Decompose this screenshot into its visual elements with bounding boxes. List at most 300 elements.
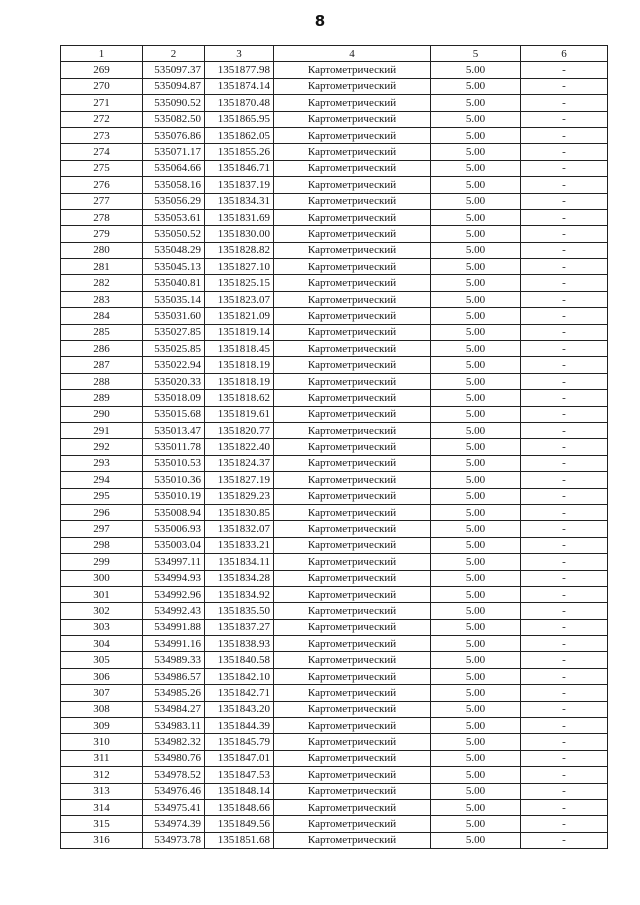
- table-row: [61, 652, 608, 668]
- point-number-cell: 295: [61, 488, 143, 504]
- accuracy-cell: 5.00: [431, 308, 521, 324]
- method-cell: Картометрический: [274, 783, 431, 799]
- description-cell: -: [521, 685, 608, 701]
- description-cell: -: [521, 78, 608, 94]
- point-number-cell: 272: [61, 111, 143, 127]
- accuracy-cell: 5.00: [431, 291, 521, 307]
- description-cell: -: [521, 734, 608, 750]
- point-number-cell: 294: [61, 472, 143, 488]
- description-cell: -: [521, 816, 608, 832]
- table-row: [61, 357, 608, 373]
- x-coordinate-cell: 535031.60: [143, 308, 205, 324]
- description-cell: -: [521, 619, 608, 635]
- description-cell: -: [521, 259, 608, 275]
- description-cell: -: [521, 406, 608, 422]
- y-coordinate-cell: 1351834.92: [205, 586, 274, 602]
- table-header: [61, 46, 608, 62]
- accuracy-cell: 5.00: [431, 439, 521, 455]
- method-cell: Картометрический: [274, 357, 431, 373]
- y-coordinate-cell: 1351851.68: [205, 832, 274, 848]
- method-cell: Картометрический: [274, 242, 431, 258]
- method-cell: Картометрический: [274, 422, 431, 438]
- accuracy-cell: 5.00: [431, 636, 521, 652]
- method-cell: Картометрический: [274, 291, 431, 307]
- table-row: [61, 439, 608, 455]
- table-row: [61, 422, 608, 438]
- point-number-cell: 285: [61, 324, 143, 340]
- point-number-cell: 279: [61, 226, 143, 242]
- table-row: [61, 603, 608, 619]
- accuracy-cell: 5.00: [431, 537, 521, 553]
- method-cell: Картометрический: [274, 226, 431, 242]
- y-coordinate-cell: 1351838.93: [205, 636, 274, 652]
- method-cell: Картометрический: [274, 177, 431, 193]
- x-coordinate-cell: 535048.29: [143, 242, 205, 258]
- y-coordinate-cell: 1351831.69: [205, 209, 274, 225]
- y-coordinate-cell: 1351848.66: [205, 799, 274, 815]
- accuracy-cell: 5.00: [431, 357, 521, 373]
- method-cell: Картометрический: [274, 390, 431, 406]
- point-number-cell: 307: [61, 685, 143, 701]
- table-row: [61, 619, 608, 635]
- description-cell: -: [521, 111, 608, 127]
- method-cell: Картометрический: [274, 488, 431, 504]
- x-coordinate-cell: 535025.85: [143, 341, 205, 357]
- method-cell: Картометрический: [274, 767, 431, 783]
- point-number-cell: 314: [61, 799, 143, 815]
- accuracy-cell: 5.00: [431, 799, 521, 815]
- table-row: [61, 95, 608, 111]
- method-cell: Картометрический: [274, 734, 431, 750]
- x-coordinate-cell: 534980.76: [143, 750, 205, 766]
- accuracy-cell: 5.00: [431, 832, 521, 848]
- description-cell: -: [521, 537, 608, 553]
- coordinates-table: [60, 45, 608, 849]
- point-number-cell: 316: [61, 832, 143, 848]
- method-cell: Картометрический: [274, 816, 431, 832]
- accuracy-cell: 5.00: [431, 160, 521, 176]
- point-number-cell: 276: [61, 177, 143, 193]
- method-cell: Картометрический: [274, 439, 431, 455]
- accuracy-cell: 5.00: [431, 406, 521, 422]
- point-number-cell: 280: [61, 242, 143, 258]
- method-cell: Картометрический: [274, 619, 431, 635]
- point-number-cell: 313: [61, 783, 143, 799]
- method-cell: Картометрический: [274, 455, 431, 471]
- description-cell: -: [521, 390, 608, 406]
- accuracy-cell: 5.00: [431, 521, 521, 537]
- description-cell: -: [521, 144, 608, 160]
- point-number-cell: 309: [61, 718, 143, 734]
- accuracy-cell: 5.00: [431, 816, 521, 832]
- x-coordinate-cell: 535010.19: [143, 488, 205, 504]
- description-cell: -: [521, 636, 608, 652]
- accuracy-cell: 5.00: [431, 242, 521, 258]
- method-cell: Картометрический: [274, 160, 431, 176]
- table-row: [61, 144, 608, 160]
- table-row: [61, 701, 608, 717]
- x-coordinate-cell: 534973.78: [143, 832, 205, 848]
- y-coordinate-cell: 1351828.82: [205, 242, 274, 258]
- method-cell: Картометрический: [274, 324, 431, 340]
- method-cell: Картометрический: [274, 127, 431, 143]
- table-row: [61, 111, 608, 127]
- point-number-cell: 303: [61, 619, 143, 635]
- x-coordinate-cell: 534997.11: [143, 554, 205, 570]
- column-header-1: 1: [61, 46, 143, 62]
- x-coordinate-cell: 534989.33: [143, 652, 205, 668]
- description-cell: -: [521, 455, 608, 471]
- table-row: [61, 816, 608, 832]
- header-row: [61, 46, 608, 62]
- y-coordinate-cell: 1351847.01: [205, 750, 274, 766]
- table-row: [61, 636, 608, 652]
- description-cell: -: [521, 127, 608, 143]
- point-number-cell: 308: [61, 701, 143, 717]
- accuracy-cell: 5.00: [431, 701, 521, 717]
- point-number-cell: 292: [61, 439, 143, 455]
- point-number-cell: 312: [61, 767, 143, 783]
- y-coordinate-cell: 1351832.07: [205, 521, 274, 537]
- point-number-cell: 298: [61, 537, 143, 553]
- table-row: [61, 586, 608, 602]
- method-cell: Картометрический: [274, 668, 431, 684]
- description-cell: -: [521, 701, 608, 717]
- point-number-cell: 271: [61, 95, 143, 111]
- accuracy-cell: 5.00: [431, 177, 521, 193]
- method-cell: Картометрический: [274, 62, 431, 78]
- accuracy-cell: 5.00: [431, 455, 521, 471]
- description-cell: -: [521, 783, 608, 799]
- x-coordinate-cell: 534985.26: [143, 685, 205, 701]
- table-row: [61, 259, 608, 275]
- accuracy-cell: 5.00: [431, 324, 521, 340]
- table-row: [61, 193, 608, 209]
- y-coordinate-cell: 1351824.37: [205, 455, 274, 471]
- table-row: [61, 537, 608, 553]
- accuracy-cell: 5.00: [431, 127, 521, 143]
- description-cell: -: [521, 373, 608, 389]
- table-row: [61, 718, 608, 734]
- description-cell: -: [521, 767, 608, 783]
- x-coordinate-cell: 534983.11: [143, 718, 205, 734]
- description-cell: -: [521, 488, 608, 504]
- table-body: [61, 62, 608, 849]
- accuracy-cell: 5.00: [431, 341, 521, 357]
- x-coordinate-cell: 535020.33: [143, 373, 205, 389]
- x-coordinate-cell: 534992.43: [143, 603, 205, 619]
- description-cell: -: [521, 242, 608, 258]
- method-cell: Картометрический: [274, 78, 431, 94]
- description-cell: -: [521, 799, 608, 815]
- x-coordinate-cell: 535082.50: [143, 111, 205, 127]
- method-cell: Картометрический: [274, 799, 431, 815]
- y-coordinate-cell: 1351870.48: [205, 95, 274, 111]
- accuracy-cell: 5.00: [431, 259, 521, 275]
- point-number-cell: 291: [61, 422, 143, 438]
- point-number-cell: 290: [61, 406, 143, 422]
- page-number: 8: [314, 12, 326, 30]
- x-coordinate-cell: 535015.68: [143, 406, 205, 422]
- y-coordinate-cell: 1351847.53: [205, 767, 274, 783]
- description-cell: -: [521, 209, 608, 225]
- accuracy-cell: 5.00: [431, 619, 521, 635]
- y-coordinate-cell: 1351827.10: [205, 259, 274, 275]
- x-coordinate-cell: 534982.32: [143, 734, 205, 750]
- table-row: [61, 160, 608, 176]
- point-number-cell: 315: [61, 816, 143, 832]
- method-cell: Картометрический: [274, 275, 431, 291]
- description-cell: -: [521, 718, 608, 734]
- y-coordinate-cell: 1351819.14: [205, 324, 274, 340]
- x-coordinate-cell: 535050.52: [143, 226, 205, 242]
- description-cell: -: [521, 439, 608, 455]
- description-cell: -: [521, 603, 608, 619]
- table-row: [61, 341, 608, 357]
- table-row: [61, 226, 608, 242]
- method-cell: Картометрический: [274, 193, 431, 209]
- accuracy-cell: 5.00: [431, 750, 521, 766]
- x-coordinate-cell: 534991.16: [143, 636, 205, 652]
- y-coordinate-cell: 1351848.14: [205, 783, 274, 799]
- method-cell: Картометрический: [274, 95, 431, 111]
- point-number-cell: 288: [61, 373, 143, 389]
- point-number-cell: 301: [61, 586, 143, 602]
- point-number-cell: 277: [61, 193, 143, 209]
- y-coordinate-cell: 1351830.85: [205, 504, 274, 520]
- accuracy-cell: 5.00: [431, 767, 521, 783]
- x-coordinate-cell: 535090.52: [143, 95, 205, 111]
- x-coordinate-cell: 535076.86: [143, 127, 205, 143]
- y-coordinate-cell: 1351820.77: [205, 422, 274, 438]
- x-coordinate-cell: 534976.46: [143, 783, 205, 799]
- accuracy-cell: 5.00: [431, 504, 521, 520]
- point-number-cell: 283: [61, 291, 143, 307]
- column-header-5: 5: [431, 46, 521, 62]
- y-coordinate-cell: 1351874.14: [205, 78, 274, 94]
- y-coordinate-cell: 1351846.71: [205, 160, 274, 176]
- accuracy-cell: 5.00: [431, 144, 521, 160]
- y-coordinate-cell: 1351865.95: [205, 111, 274, 127]
- x-coordinate-cell: 535003.04: [143, 537, 205, 553]
- accuracy-cell: 5.00: [431, 275, 521, 291]
- method-cell: Картометрический: [274, 718, 431, 734]
- method-cell: Картометрический: [274, 373, 431, 389]
- y-coordinate-cell: 1351843.20: [205, 701, 274, 717]
- description-cell: -: [521, 750, 608, 766]
- y-coordinate-cell: 1351845.79: [205, 734, 274, 750]
- method-cell: Картометрический: [274, 111, 431, 127]
- accuracy-cell: 5.00: [431, 685, 521, 701]
- table-row: [61, 734, 608, 750]
- method-cell: Картометрический: [274, 832, 431, 848]
- accuracy-cell: 5.00: [431, 603, 521, 619]
- description-cell: -: [521, 586, 608, 602]
- method-cell: Картометрический: [274, 209, 431, 225]
- column-header-3: 3: [205, 46, 274, 62]
- x-coordinate-cell: 535040.81: [143, 275, 205, 291]
- point-number-cell: 305: [61, 652, 143, 668]
- method-cell: Картометрический: [274, 341, 431, 357]
- accuracy-cell: 5.00: [431, 226, 521, 242]
- y-coordinate-cell: 1351825.15: [205, 275, 274, 291]
- table-row: [61, 472, 608, 488]
- x-coordinate-cell: 534992.96: [143, 586, 205, 602]
- y-coordinate-cell: 1351834.28: [205, 570, 274, 586]
- y-coordinate-cell: 1351818.19: [205, 373, 274, 389]
- x-coordinate-cell: 535010.53: [143, 455, 205, 471]
- y-coordinate-cell: 1351834.11: [205, 554, 274, 570]
- description-cell: -: [521, 291, 608, 307]
- method-cell: Картометрический: [274, 472, 431, 488]
- point-number-cell: 274: [61, 144, 143, 160]
- description-cell: -: [521, 472, 608, 488]
- x-coordinate-cell: 535058.16: [143, 177, 205, 193]
- y-coordinate-cell: 1351862.05: [205, 127, 274, 143]
- method-cell: Картометрический: [274, 750, 431, 766]
- x-coordinate-cell: 535013.47: [143, 422, 205, 438]
- table-row: [61, 390, 608, 406]
- column-header-2: 2: [143, 46, 205, 62]
- x-coordinate-cell: 534978.52: [143, 767, 205, 783]
- accuracy-cell: 5.00: [431, 734, 521, 750]
- method-cell: Картометрический: [274, 537, 431, 553]
- point-number-cell: 287: [61, 357, 143, 373]
- x-coordinate-cell: 535018.09: [143, 390, 205, 406]
- table-row: [61, 455, 608, 471]
- method-cell: Картометрический: [274, 259, 431, 275]
- description-cell: -: [521, 668, 608, 684]
- description-cell: -: [521, 570, 608, 586]
- x-coordinate-cell: 535056.29: [143, 193, 205, 209]
- table-row: [61, 62, 608, 78]
- y-coordinate-cell: 1351840.58: [205, 652, 274, 668]
- y-coordinate-cell: 1351877.98: [205, 62, 274, 78]
- point-number-cell: 286: [61, 341, 143, 357]
- accuracy-cell: 5.00: [431, 783, 521, 799]
- x-coordinate-cell: 535097.37: [143, 62, 205, 78]
- x-coordinate-cell: 535006.93: [143, 521, 205, 537]
- point-number-cell: 302: [61, 603, 143, 619]
- x-coordinate-cell: 535008.94: [143, 504, 205, 520]
- accuracy-cell: 5.00: [431, 111, 521, 127]
- table-row: [61, 832, 608, 848]
- accuracy-cell: 5.00: [431, 62, 521, 78]
- accuracy-cell: 5.00: [431, 652, 521, 668]
- point-number-cell: 284: [61, 308, 143, 324]
- y-coordinate-cell: 1351837.27: [205, 619, 274, 635]
- description-cell: -: [521, 357, 608, 373]
- description-cell: -: [521, 95, 608, 111]
- table-row: [61, 750, 608, 766]
- accuracy-cell: 5.00: [431, 488, 521, 504]
- description-cell: -: [521, 422, 608, 438]
- description-cell: -: [521, 308, 608, 324]
- point-number-cell: 282: [61, 275, 143, 291]
- table-row: [61, 685, 608, 701]
- table-row: [61, 488, 608, 504]
- accuracy-cell: 5.00: [431, 193, 521, 209]
- point-number-cell: 269: [61, 62, 143, 78]
- table-row: [61, 570, 608, 586]
- description-cell: -: [521, 193, 608, 209]
- description-cell: -: [521, 226, 608, 242]
- description-cell: -: [521, 554, 608, 570]
- column-header-6: 6: [521, 46, 608, 62]
- y-coordinate-cell: 1351849.56: [205, 816, 274, 832]
- description-cell: -: [521, 324, 608, 340]
- accuracy-cell: 5.00: [431, 586, 521, 602]
- accuracy-cell: 5.00: [431, 78, 521, 94]
- y-coordinate-cell: 1351855.26: [205, 144, 274, 160]
- x-coordinate-cell: 535053.61: [143, 209, 205, 225]
- table-row: [61, 209, 608, 225]
- accuracy-cell: 5.00: [431, 209, 521, 225]
- description-cell: -: [521, 160, 608, 176]
- description-cell: -: [521, 177, 608, 193]
- point-number-cell: 293: [61, 455, 143, 471]
- x-coordinate-cell: 534994.93: [143, 570, 205, 586]
- accuracy-cell: 5.00: [431, 570, 521, 586]
- y-coordinate-cell: 1351819.61: [205, 406, 274, 422]
- table-row: [61, 177, 608, 193]
- point-number-cell: 299: [61, 554, 143, 570]
- y-coordinate-cell: 1351844.39: [205, 718, 274, 734]
- accuracy-cell: 5.00: [431, 390, 521, 406]
- x-coordinate-cell: 535022.94: [143, 357, 205, 373]
- method-cell: Картометрический: [274, 701, 431, 717]
- table-row: [61, 554, 608, 570]
- method-cell: Картометрический: [274, 570, 431, 586]
- y-coordinate-cell: 1351827.19: [205, 472, 274, 488]
- table-row: [61, 799, 608, 815]
- y-coordinate-cell: 1351842.10: [205, 668, 274, 684]
- y-coordinate-cell: 1351834.31: [205, 193, 274, 209]
- point-number-cell: 278: [61, 209, 143, 225]
- accuracy-cell: 5.00: [431, 554, 521, 570]
- method-cell: Картометрический: [274, 521, 431, 537]
- point-number-cell: 311: [61, 750, 143, 766]
- y-coordinate-cell: 1351830.00: [205, 226, 274, 242]
- point-number-cell: 300: [61, 570, 143, 586]
- accuracy-cell: 5.00: [431, 95, 521, 111]
- x-coordinate-cell: 534984.27: [143, 701, 205, 717]
- table-row: [61, 291, 608, 307]
- point-number-cell: 296: [61, 504, 143, 520]
- y-coordinate-cell: 1351829.23: [205, 488, 274, 504]
- method-cell: Картометрический: [274, 603, 431, 619]
- method-cell: Картометрический: [274, 636, 431, 652]
- point-number-cell: 270: [61, 78, 143, 94]
- accuracy-cell: 5.00: [431, 472, 521, 488]
- column-header-4: 4: [274, 46, 431, 62]
- point-number-cell: 297: [61, 521, 143, 537]
- method-cell: Картометрический: [274, 406, 431, 422]
- y-coordinate-cell: 1351818.19: [205, 357, 274, 373]
- description-cell: -: [521, 652, 608, 668]
- accuracy-cell: 5.00: [431, 373, 521, 389]
- x-coordinate-cell: 534991.88: [143, 619, 205, 635]
- accuracy-cell: 5.00: [431, 668, 521, 684]
- y-coordinate-cell: 1351818.62: [205, 390, 274, 406]
- point-number-cell: 275: [61, 160, 143, 176]
- x-coordinate-cell: 535011.78: [143, 439, 205, 455]
- x-coordinate-cell: 535045.13: [143, 259, 205, 275]
- table-row: [61, 308, 608, 324]
- table-row: [61, 275, 608, 291]
- point-number-cell: 273: [61, 127, 143, 143]
- table-row: [61, 78, 608, 94]
